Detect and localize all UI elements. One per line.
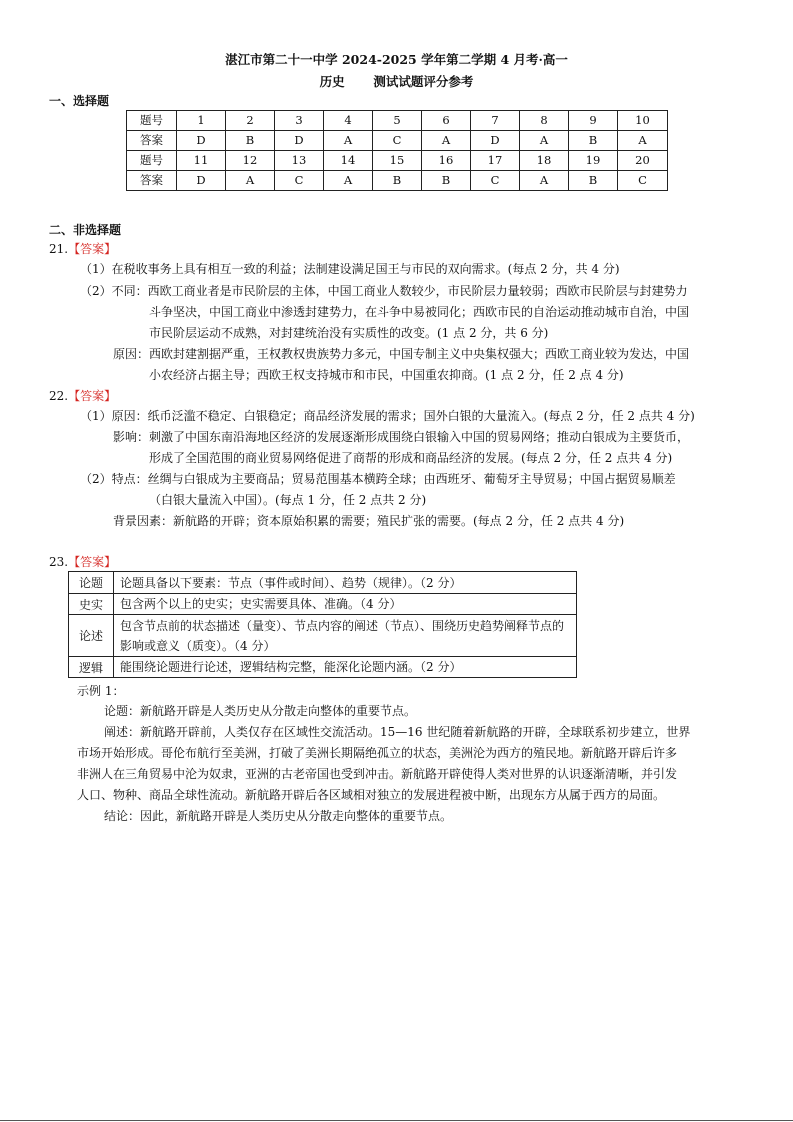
rubric-value: 包含两个以上的史实；史实需要具体、准确。（4 分） (114, 594, 577, 615)
table-cell: 11 (177, 151, 226, 171)
table-cell: B (569, 171, 618, 191)
table-cell: B (569, 131, 618, 151)
example-line: 市场开始形成。哥伦布航行至美洲，打破了美洲长期隔绝孤立的状态，美洲沦为西方的殖民地。新航路开辟后许多 (77, 746, 678, 760)
answer-tag: 【答案】 (68, 242, 117, 256)
rubric-key: 论题 (69, 572, 114, 594)
answer-line: （1）在税收事务上具有相互一致的利益；法制建设满足国王与市民的双向需求。(每点 2 分，共 4 分) (80, 262, 620, 276)
table-cell: A (324, 131, 373, 151)
table-cell: 4 (324, 111, 373, 131)
rubric-key: 逻辑 (69, 657, 114, 678)
table-row (127, 111, 668, 131)
table-cell: 1 (177, 111, 226, 131)
answer-line: 市民阶层运动不成熟，对封建统治没有实质性的改变。(1 点 2 分，共 6 分) (149, 326, 549, 340)
table-cell: C (373, 131, 422, 151)
example-line: 论题：新航路开辟是人类历史从分散走向整体的重要节点。 (104, 704, 417, 718)
table-cell: 13 (275, 151, 324, 171)
table-cell: D (177, 131, 226, 151)
example-line: 结论：因此，新航路开辟是人类历史从分散走向整体的重要节点。 (104, 809, 453, 823)
answer-line: 原因：西欧封建割据严重，王权教权贵族势力多元，中国专制主义中央集权强大；西欧工商业较为发达，中国 (113, 347, 690, 361)
subject-label: 历史 (319, 74, 345, 89)
table-cell: 9 (569, 111, 618, 131)
table-cell: 5 (373, 111, 422, 131)
table-cell: A (520, 131, 569, 151)
subtitle-text: 测试试题评分参考 (373, 74, 474, 89)
table-cell: 6 (422, 111, 471, 131)
answer-line: 影响：刺激了中国东南沿海地区经济的发展逐渐形成围绕白银输入中国的贸易网络；推动白银成为主要货币， (113, 430, 690, 444)
table-cell: 18 (520, 151, 569, 171)
table-cell: C (275, 171, 324, 191)
question-22-header (49, 386, 116, 406)
answer-line: 形成了全国范围的商业贸易网络促进了商帮的形成和商品经济的发展。(每点 2 分，任 2 点共 4 分) (149, 451, 673, 465)
table-cell: A (226, 171, 275, 191)
row-label-question: 题号 (127, 151, 177, 171)
scoring-rubric-table (68, 571, 577, 678)
question-21-header (49, 239, 116, 259)
table-cell: 12 (226, 151, 275, 171)
question-23-header (49, 552, 116, 572)
table-row (69, 594, 577, 615)
table-cell: D (471, 131, 520, 151)
table-cell: 17 (471, 151, 520, 171)
example-line: 人口、物种、商品全球性流动。新航路开辟后各区域相对独立的发展进程被中断，出现东方从属于西方的局面。 (77, 788, 666, 802)
question-number: 22. (49, 389, 69, 403)
table-cell: 16 (422, 151, 471, 171)
answer-tag: 【答案】 (68, 389, 117, 403)
answer-line: （2）特点：丝绸与白银成为主要商品；贸易范围基本横跨全球；由西班牙、葡萄牙主导贸易；中国占据贸易顺差 (80, 472, 676, 486)
table-cell: B (422, 171, 471, 191)
table-row (127, 171, 668, 191)
answer-line: 背景因素：新航路的开辟；资本原始积累的需要；殖民扩张的需要。(每点 2 分，任 2 点共 4 分) (113, 514, 625, 528)
table-cell: B (373, 171, 422, 191)
row-label-question: 题号 (127, 111, 177, 131)
table-row (69, 657, 577, 678)
table-cell: 15 (373, 151, 422, 171)
table-cell: C (618, 171, 668, 191)
table-cell: 2 (226, 111, 275, 131)
table-cell: 14 (324, 151, 373, 171)
table-cell: 7 (471, 111, 520, 131)
example-line: 阐述：新航路开辟前，人类仅存在区域性交流活动。15—16 世纪随着新航路的开辟，全球联系初步建立，世界 (104, 725, 691, 739)
table-row (127, 151, 668, 171)
answer-line: （白银大量流入中国）。(每点 1 分，任 2 点共 2 分) (149, 493, 427, 507)
document-subtitle (0, 72, 793, 90)
choice-answer-table (126, 110, 668, 191)
document-title: 湛江市第二十一中学 2024-2025 学年第二学期 4 月考·高一 (225, 52, 568, 67)
table-cell: 8 (520, 111, 569, 131)
table-cell: A (324, 171, 373, 191)
table-cell: A (520, 171, 569, 191)
section-heading-nonchoice: 二、非选择题 (49, 223, 122, 237)
table-cell: C (471, 171, 520, 191)
answer-line: （1）原因：纸币泛滥不稳定、白银稳定；商品经济发展的需求；国外白银的大量流入。(每点 2 分，任 2 点共 4 分) (80, 409, 695, 423)
question-number: 21. (49, 242, 69, 256)
example-label: 示例 1： (77, 684, 125, 698)
rubric-value: 论题具备以下要素：节点（事件或时间）、趋势（规律）。（2 分） (114, 572, 577, 594)
page-bottom-divider (0, 1120, 793, 1121)
answer-line: 斗争坚决，中国工商业中渗透封建势力，在斗争中易被同化；西欧市民的自治运动推动城市自治，中国 (149, 305, 690, 319)
table-row (69, 615, 577, 657)
answer-tag: 【答案】 (68, 555, 117, 569)
rubric-value: 包含节点前的状态描述（量变）、节点内容的阐述（节点）、围绕历史趋势阐释节点的影响或意义（质变）。（4 分） (114, 615, 577, 657)
table-cell: B (226, 131, 275, 151)
table-cell: 3 (275, 111, 324, 131)
table-cell: A (618, 131, 668, 151)
example-line: 非洲人在三角贸易中沦为奴隶，亚洲的古老帝国也受到冲击。新航路开辟使得人类对世界的认识逐渐清晰，并引发 (77, 767, 678, 781)
table-cell: D (275, 131, 324, 151)
answer-line: 小农经济占据主导；西欧王权支持城市和市民，中国重农抑商。(1 点 2 分，任 2 点 4 分) (149, 368, 624, 382)
answer-line: （2）不同：西欧工商业者是市民阶层的主体，中国工商业人数较少，市民阶层力量较弱；西欧市民阶层与封建势力 (80, 284, 688, 298)
rubric-value: 能围绕论题进行论述，逻辑结构完整，能深化论题内涵。（2 分） (114, 657, 577, 678)
row-label-answer: 答案 (127, 131, 177, 151)
table-cell: 20 (618, 151, 668, 171)
rubric-key: 论述 (69, 615, 114, 657)
table-cell: 19 (569, 151, 618, 171)
rubric-key: 史实 (69, 594, 114, 615)
table-cell: A (422, 131, 471, 151)
section-heading-choice: 一、选择题 (49, 94, 110, 108)
table-cell: 10 (618, 111, 668, 131)
table-row (127, 131, 668, 151)
question-number: 23. (49, 555, 69, 569)
row-label-answer: 答案 (127, 171, 177, 191)
table-cell: D (177, 171, 226, 191)
table-row (69, 572, 577, 594)
